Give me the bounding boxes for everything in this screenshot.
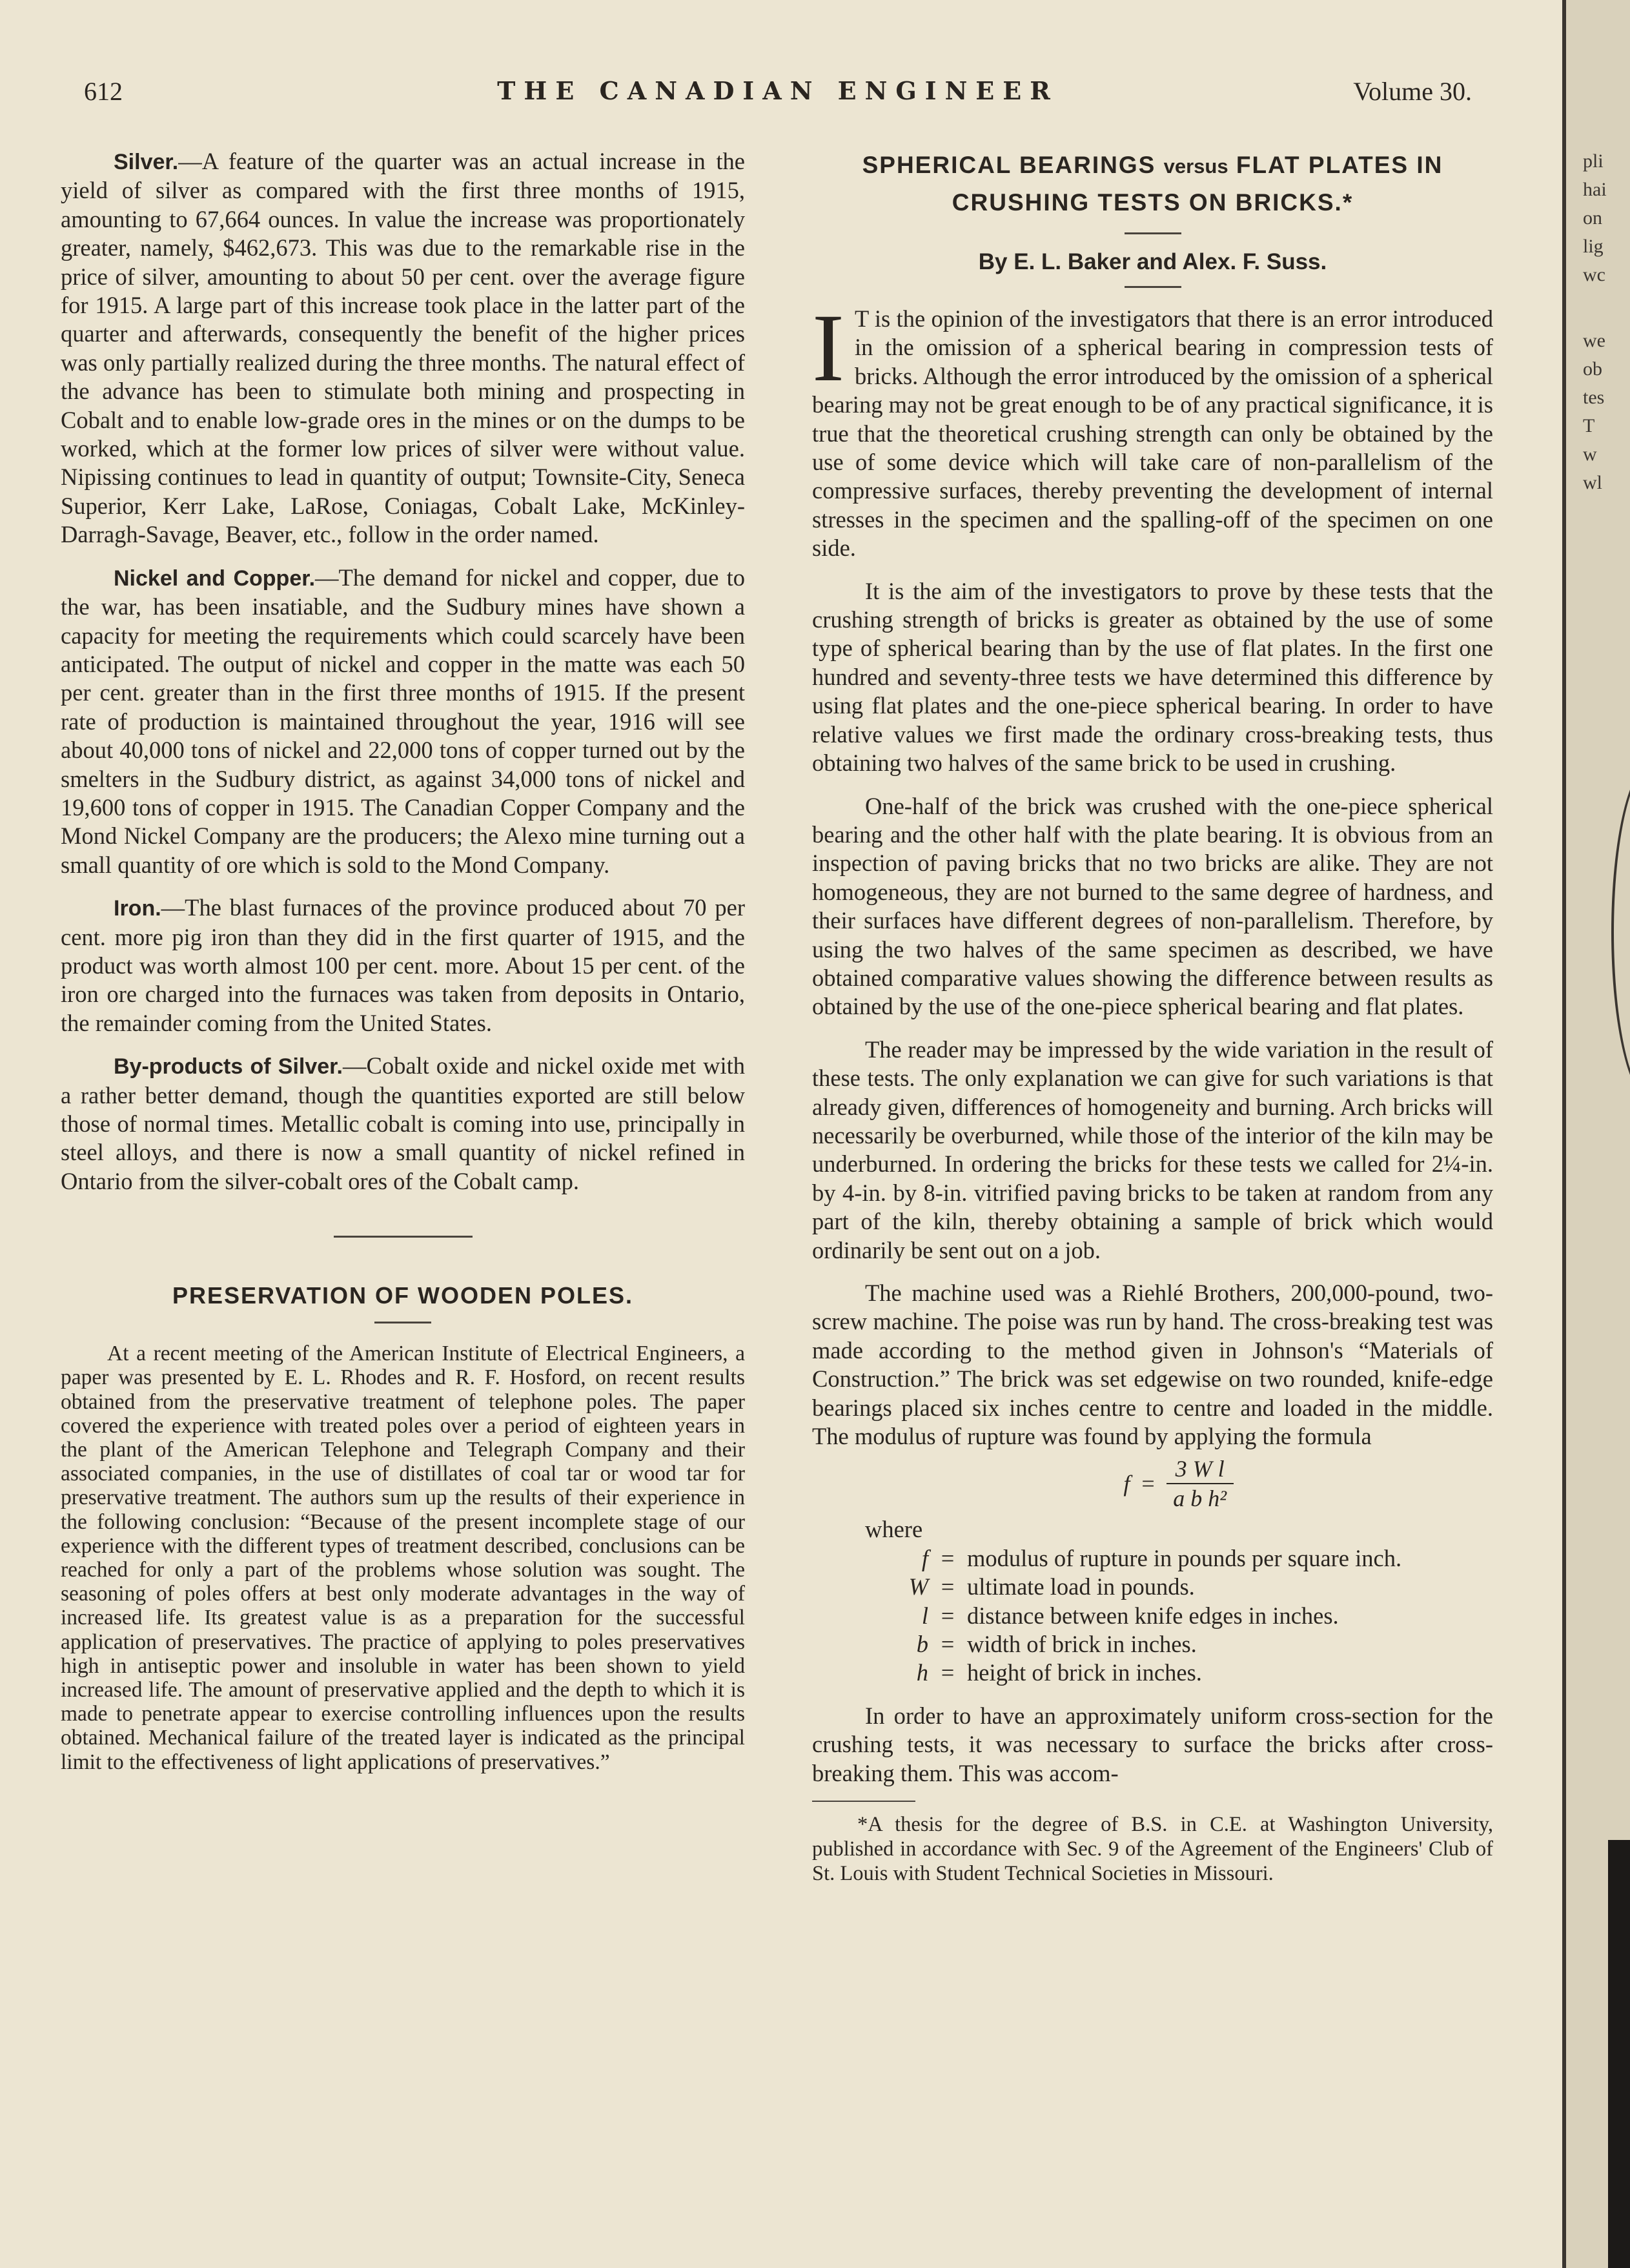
definition-symbol: h (916, 1659, 928, 1686)
formula-lhs: f (1123, 1471, 1130, 1497)
adjacent-text-fragment: we (1583, 330, 1605, 351)
title-part-one: SPHERICAL BEARINGS (862, 152, 1156, 178)
paragraph-6: In order to have an approximately uniform cross-section for the crushing tests, it was necessary to surface the bricks after cross-breaking them. This was accom- (812, 1702, 1493, 1786)
definition-text: modulus of rupture in pounds per square inch. (967, 1544, 1402, 1571)
adjacent-text-fragment: wc (1583, 264, 1605, 285)
adjacent-figure-curve (1611, 762, 1630, 1103)
footnote (812, 1812, 1493, 1886)
paragraph-1: T is the opinion of the investigators that there is an error introduced in the omission of a spherical bearing in compression tests of bricks. Although the error introduced by the omission of a spherical bearing may not be great enough to be of any practical significance, it is true that the theoretical crushing strength can only be obtained by the use of some device which will take care of non-parallelism of the compressive surfaces, thereby preventing the development of internal stresses in the specimen and the spalling-off of the specimen on one side. (812, 305, 1493, 562)
adjacent-text-fragment: ob (1583, 358, 1602, 380)
byproducts-paragraph (61, 1052, 745, 1196)
formula-equals: = (1141, 1471, 1155, 1497)
paragraph-2: It is the aim of the investigators to prove by these tests that the crushing strength of bricks is greater as obtained by the use of some type of spherical bearing than by the use of flat plates. In the first one hundred and seventy-three tests we have determined this difference by using flat plates and the one-piece spherical bearing. In order to have relative values we first made the ordinary cross-breaking tests, thus obtaining two halves of the same brick to be used in crushing. (812, 577, 1493, 777)
adjacent-page-edge (1562, 0, 1630, 2268)
nickel-copper-text: —The demand for nickel and copper, due to the war, has been insatiable, and the Sudbury mines have shown a capacity for meeting the requirements which could scarcely have been anticipated. The output of nickel and copper in the matte was each 50 per cent. greater than in the first three months of 1915. If the present rate of production is maintained throughout the year, 1916 will see about 40,000 tons of nickel and 22,000 tons of copper turned out by the smelters in the Sudbury district, as against 34,000 tons of nickel and 19,600 tons of copper in 1915. The Canadian Copper Company and the Mond Nickel Company are the producers; the Alexo mine turning out a small quantity of ore which is sold to the Mond Company. (61, 564, 745, 878)
modulus-formula (864, 1456, 1493, 1511)
poles-article-body (61, 1342, 745, 1774)
definition-row: b = width of brick in inches. (877, 1630, 1493, 1659)
volume-label: Volume 30. (1353, 77, 1472, 106)
running-header (84, 76, 1472, 115)
footnote-rule (812, 1801, 915, 1802)
adjacent-text-fragment: tes (1583, 387, 1605, 408)
paragraph-4: The reader may be impressed by the wide variation in the result of these tests. The only explanation we can give for such variations is that already given, differences of homogeneity and burning. Arch bricks will necessarily be overburned, while those of the interior of the kiln may be underburned. In ordering the bricks for these tests we called for 2¼-in. by 4-in. by 8-in. vitrified paving bricks to be taken at random from any part of the kiln, thereby obtaining a sample of brick which would ordinarily be sent out on a job. (812, 1036, 1493, 1263)
right-column (812, 147, 1493, 1886)
definition-symbol: l (921, 1602, 928, 1629)
adjacent-text-fragment: hai (1583, 179, 1607, 200)
definition-row: f = modulus of rupture in pounds per square inch. (877, 1544, 1493, 1573)
page-number: 612 (84, 77, 123, 106)
page-binding-shadow (1608, 1840, 1630, 2268)
opening-paragraph-block (812, 294, 1493, 563)
title-part-two: FLAT PLATES IN CRUSHING TESTS ON BRICKS.* (952, 152, 1443, 216)
definition-symbol: b (916, 1631, 928, 1658)
poles-article-title: PRESERVATION OF WOODEN POLES. (172, 1282, 634, 1309)
definition-text: ultimate load in pounds. (967, 1573, 1195, 1600)
left-column (61, 147, 745, 1774)
formula-denominator: a b h² (1173, 1486, 1227, 1512)
silver-paragraph (61, 147, 745, 549)
definition-text: height of brick in inches. (967, 1659, 1202, 1686)
iron-heading: Iron. (114, 896, 161, 921)
adjacent-text-fragment: lig (1583, 236, 1604, 257)
iron-paragraph (61, 894, 745, 1037)
adjacent-text-fragment: T (1583, 415, 1595, 436)
definition-symbol: f (921, 1544, 928, 1571)
definition-text: distance between knife edges in inches. (967, 1602, 1339, 1629)
adjacent-text-fragment: wl (1583, 472, 1602, 493)
nickel-copper-heading: Nickel and Copper. (114, 566, 316, 591)
byproducts-heading: By-products of Silver. (114, 1054, 343, 1079)
article-byline: By E. L. Baker and Alex. F. Suss. (978, 249, 1327, 274)
formula-fraction (1166, 1456, 1234, 1511)
where-label: where (865, 1516, 923, 1543)
byproducts-text: —Cobalt oxide and nickel oxide met with a rather better demand, though the quantities exported are still below those of normal times. Metallic cobalt is coming into use, principally in steel alloys, and there is now a small quantity of nickel refined in Ontario from the silver-cobalt ores of the Cobalt camp. (61, 1052, 745, 1194)
definition-row: W = ultimate load in pounds. (877, 1573, 1493, 1601)
variable-definitions (877, 1544, 1493, 1688)
definition-text: width of brick in inches. (967, 1631, 1197, 1658)
adjacent-text-fragment: w (1583, 444, 1597, 465)
definition-row: l = distance between knife edges in inches. (877, 1602, 1493, 1630)
definition-symbol: W (908, 1573, 928, 1600)
title-versus: versus (1163, 155, 1228, 178)
poles-article-text: At a recent meeting of the American Institute of Electrical Engineers, a paper was presented by E. L. Rhodes and R. F. Hosford, on recent results obtained from the preservative treatment of telephone poles. The paper covered the experience with treated poles over a period of eighteen years in the plant of the American Telephone and Telegraph Company and their associated companies, in the use of distillates of coal tar or wood tar for preservative treatment. The authors sum up the results of their experience in the following conclusion: “Because of the present incomplete stage of our experience with the different types of treatment described, conclusions can be reached for only a part of the problems whose solution was sought. The seasoning of poles offers at best only moderate advantages in the way of increased life. Its greatest value is as a preparation for the successful application of preservatives. The practice of applying to poles preservatives high in antiseptic power and insoluble in water has been shown to yield increased life. The amount of preservative applied and the depth to which it is made to penetrate appear to exercise controlling influences upon the results obtained. Mechanical failure of the treated layer is indicated as the principal limit to the effectiveness of light applications of preservatives.” (61, 1342, 745, 1774)
drop-cap: I (812, 294, 844, 402)
nickel-copper-paragraph (61, 564, 745, 879)
silver-text: —A feature of the quarter was an actual increase in the yield of silver as compared with the first three months of 1915, amounting to 67,664 ounces. In value the increase was proportionately greater, namely, $462,673. This was due to the remarkable rise in the price of silver, amounting to about 50 per cent. over the average figure for 1915. A large part of this increase took place in the latter part of the quarter and afterwards, consequently the benefit of the higher prices was only partially realized during the three months. The natural effect of the advance has been to stimulate both mining and prospecting in Cobalt and to enable low-grade ores in the mines or on the dumps to be worked, which at the former low prices of silver were without value. Nipissing continues to lead in quantity of output; Townsite-City, Seneca Superior, Kerr Lake, LaRose, Coniagas, Cobalt Lake, McKinley-Darragh-Savage, Beaver, etc., follow in the order named. (61, 148, 745, 548)
definition-row: h = height of brick in inches. (877, 1659, 1493, 1687)
paragraph-5: The machine used was a Riehlé Brothers, 200,000-pound, two-screw machine. The poise was run by hand. The cross-breaking test was made according to the method given in Johnson's “Materials of Construction.” The brick was set edgewise on two rounded, knife-edge bearings placed six inches centre to centre and loaded in the middle. The modulus of rupture was found by applying the formula (812, 1280, 1493, 1450)
iron-text: —The blast furnaces of the province produced about 70 per cent. more pig iron than they did in the first quarter of 1915, and the product was worth almost 100 per cent. more. About 15 per cent. of the iron ore charged into the furnaces was taken from deposits in Ontario, the remainder coming from the United States. (61, 894, 745, 1036)
footnote-text: *A thesis for the degree of B.S. in C.E. at Washington University, published in accordance with Sec. 9 of the Agreement of the Engineers' Club of St. Louis with Student Technical Societies in Missouri. (812, 1813, 1493, 1886)
silver-heading: Silver. (114, 150, 179, 174)
journal-title: THE CANADIAN ENGINEER (497, 76, 1059, 105)
spherical-article-title (812, 147, 1493, 221)
adjacent-text-fragment: on (1583, 207, 1602, 229)
formula-numerator: 3 W l (1166, 1456, 1234, 1484)
paragraph-3: One-half of the brick was crushed with the one-piece spherical bearing and the other half with the plate bearing. It is obvious from an inspection of paving bricks that no two bricks are alike. They are not homogeneous, they are not burned to the same degree of hardness, and their surfaces have different degrees of non-parallelism. Therefore, by using the two halves of the same specimen as described, we have obtained comparative values showing the difference between results as obtained by the use of the one-piece spherical bearing and flat plates. (812, 792, 1493, 1020)
adjacent-text-fragment: pli (1583, 150, 1604, 172)
